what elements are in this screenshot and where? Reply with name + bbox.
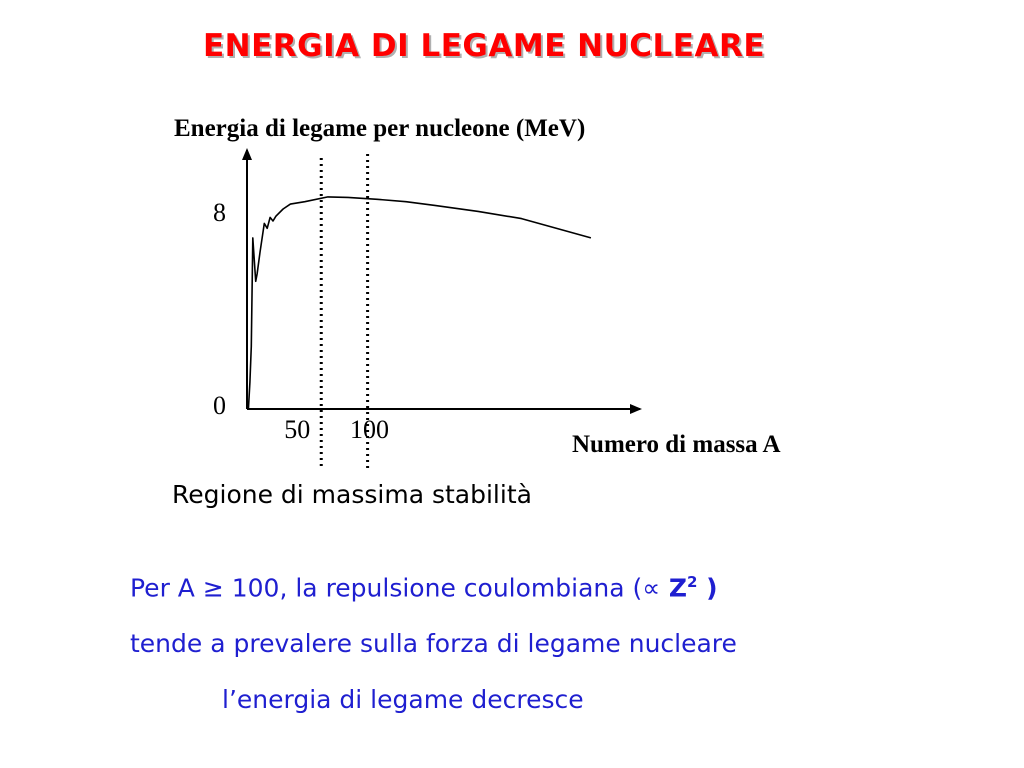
x-tick-label-0: 50: [284, 415, 311, 444]
note-text-prefix: Per A: [130, 573, 203, 603]
geq-symbol: ≥: [202, 573, 224, 603]
x-tick-label-1: 100: [350, 415, 389, 444]
z-exponent: 2: [686, 573, 698, 591]
note-line-coulomb: [130, 573, 718, 602]
note-text-suffix: ): [697, 573, 718, 603]
slide-title: ENERGIA DI LEGAME NUCLEARE: [202, 28, 765, 64]
y-tick-label-1: 8: [213, 198, 226, 228]
x-axis-label: Numero di massa A: [572, 431, 781, 458]
y-axis-label: Energia di legame per nucleone (MeV): [174, 115, 586, 142]
binding-energy-curve-0: [248, 197, 591, 409]
note-line-decrease: l’energia di legame decresce: [222, 685, 584, 714]
stability-region-label: Regione di massima stabilità: [172, 480, 532, 509]
y-tick-label-0: 0: [213, 391, 226, 420]
note-line-prevalence: tende a prevalere sulla forza di legame nucleare: [130, 629, 737, 658]
z-letter: Z: [660, 573, 687, 603]
proportional-symbol: ∝: [642, 573, 661, 603]
note-text-middle: 100, la repulsione coulombiana (: [223, 573, 643, 603]
